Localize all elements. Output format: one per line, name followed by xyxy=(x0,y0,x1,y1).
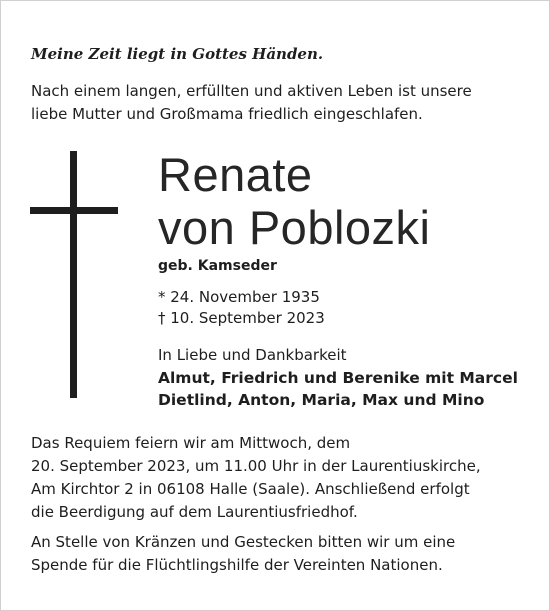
deceased-last-name: von Poblozki xyxy=(158,201,431,254)
requiem-line: die Beerdigung auf dem Laurentiusfriedhof. xyxy=(31,503,358,521)
life-dates xyxy=(158,287,325,329)
requiem-line: 20. September 2023, um 11.00 Uhr in der Laurentiuskirche, xyxy=(31,457,481,475)
birth-date: * 24. November 1935 xyxy=(158,288,320,306)
requiem-line: Das Requiem feiern wir am Mittwoch, dem xyxy=(31,434,351,452)
family-line: Dietlind, Anton, Maria, Max und Mino xyxy=(158,391,485,409)
family-lead: In Liebe und Dankbarkeit xyxy=(158,346,347,364)
donation-text xyxy=(31,531,455,577)
intro-text xyxy=(31,80,472,126)
requiem-text xyxy=(31,432,481,524)
family-names xyxy=(158,367,518,411)
intro-line: Nach einem langen, erfüllten und aktiven Leben ist unsere xyxy=(31,82,472,100)
deceased-first-name: Renate xyxy=(158,148,313,201)
donation-line: Spende für die Flüchtlingshilfe der Vereinten Nationen. xyxy=(31,556,443,574)
cross-icon xyxy=(70,151,77,398)
deceased-name xyxy=(158,148,431,254)
maiden-name: geb. Kamseder xyxy=(158,258,277,274)
motto: Meine Zeit liegt in Gottes Händen. xyxy=(31,45,324,63)
cross-icon-bar xyxy=(30,207,118,214)
intro-line: liebe Mutter und Großmama friedlich eingeschlafen. xyxy=(31,105,423,123)
family-line: Almut, Friedrich und Berenike mit Marcel xyxy=(158,369,518,387)
donation-line: An Stelle von Kränzen und Gestecken bitten wir um eine xyxy=(31,533,456,551)
death-date: † 10. September 2023 xyxy=(158,309,325,327)
requiem-line: Am Kirchtor 2 in 06108 Halle (Saale). Anschließend erfolgt xyxy=(31,480,470,498)
